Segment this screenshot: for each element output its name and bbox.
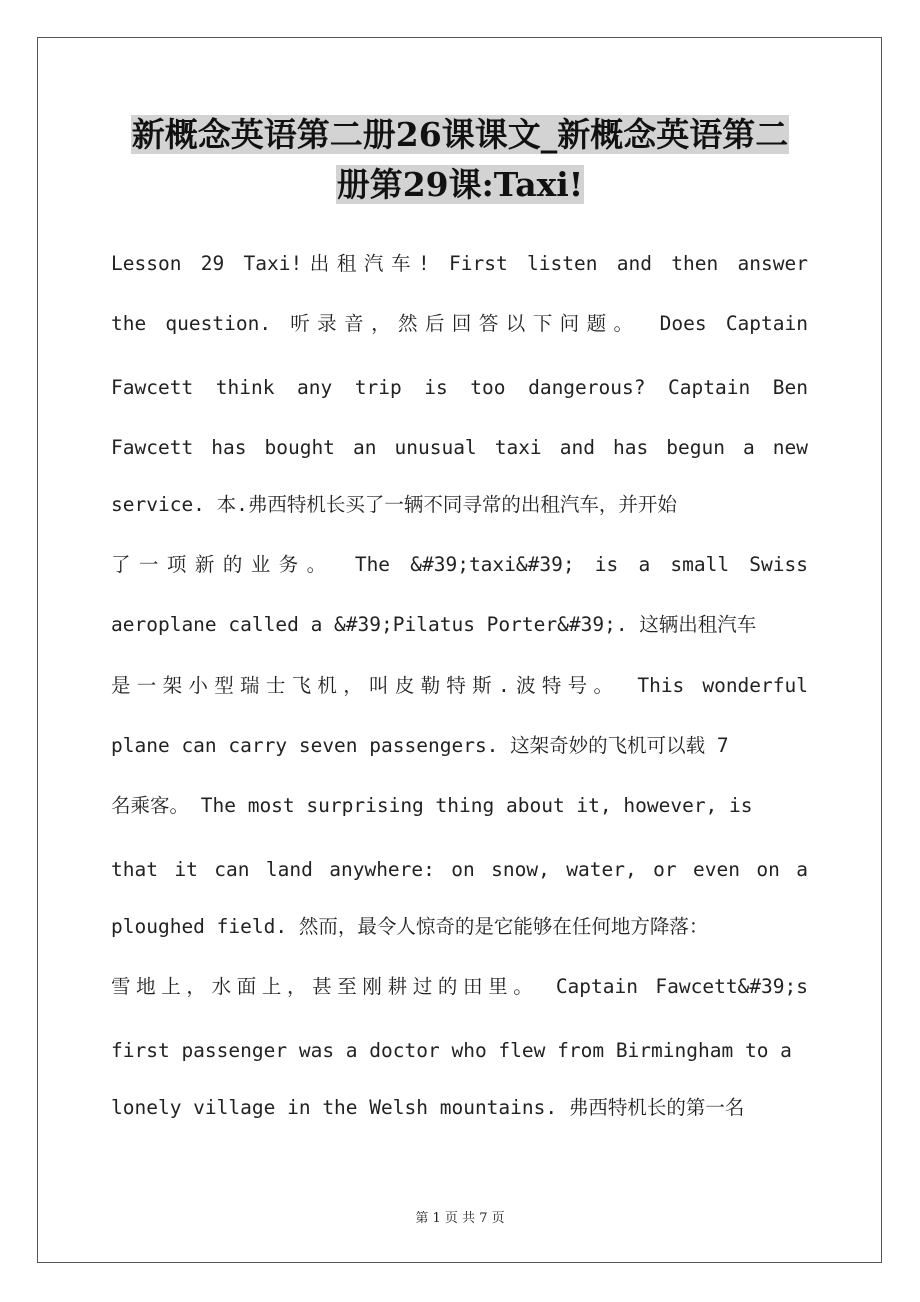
body-line: ploughed field. 然而，最令人惊奇的是它能够在任何地方降落： (111, 915, 709, 938)
body-line: first passenger was a doctor who flew from Birmingham to a (111, 1039, 792, 1062)
body-line: 了一项新的业务。 The &#39;taxi&#39; is a small Swiss (111, 553, 808, 576)
page-footer: 第 1 页 共 7 页 (415, 1211, 505, 1226)
body-line: plane can carry seven passengers. 这架奇妙的飞机可以载 7 (111, 734, 729, 757)
body-line: Fawcett has bought an unusual taxi and has begun a new (111, 436, 808, 459)
body-line: Lesson 29 Taxi!出租汽车! First listen and then answer (111, 252, 808, 275)
body-line: 雪地上，水面上，甚至刚耕过的田里。 Captain Fawcett&#39;s (111, 975, 808, 998)
document-title (100, 110, 820, 210)
body-line: 是一架小型瑞士飞机，叫皮勒特斯.波特号。 This wonderful (111, 674, 808, 697)
body-line: that it can land anywhere: on snow, water, or even on a (111, 858, 808, 881)
body-line: service. 本.弗西特机长买了一辆不同寻常的出租汽车，并开始 (111, 493, 677, 516)
body-line: lonely village in the Welsh mountains. 弗西特机长的第一名 (111, 1096, 745, 1119)
page-border (37, 37, 882, 1263)
body-line: the question. 听录音，然后回答以下问题。 Does Captain (111, 312, 808, 335)
body-line: 名乘客。 The most surprising thing about it, however, is (111, 794, 753, 817)
title-line-1: 新概念英语第二册26课课文_新概念英语第二 (131, 115, 789, 154)
title-line-2: 册第29课:Taxi! (336, 165, 584, 204)
body-line: Fawcett think any trip is too dangerous? Captain Ben (111, 376, 808, 399)
body-line: aeroplane called a &#39;Pilatus Porter&#39;. 这辆出租汽车 (111, 613, 757, 636)
